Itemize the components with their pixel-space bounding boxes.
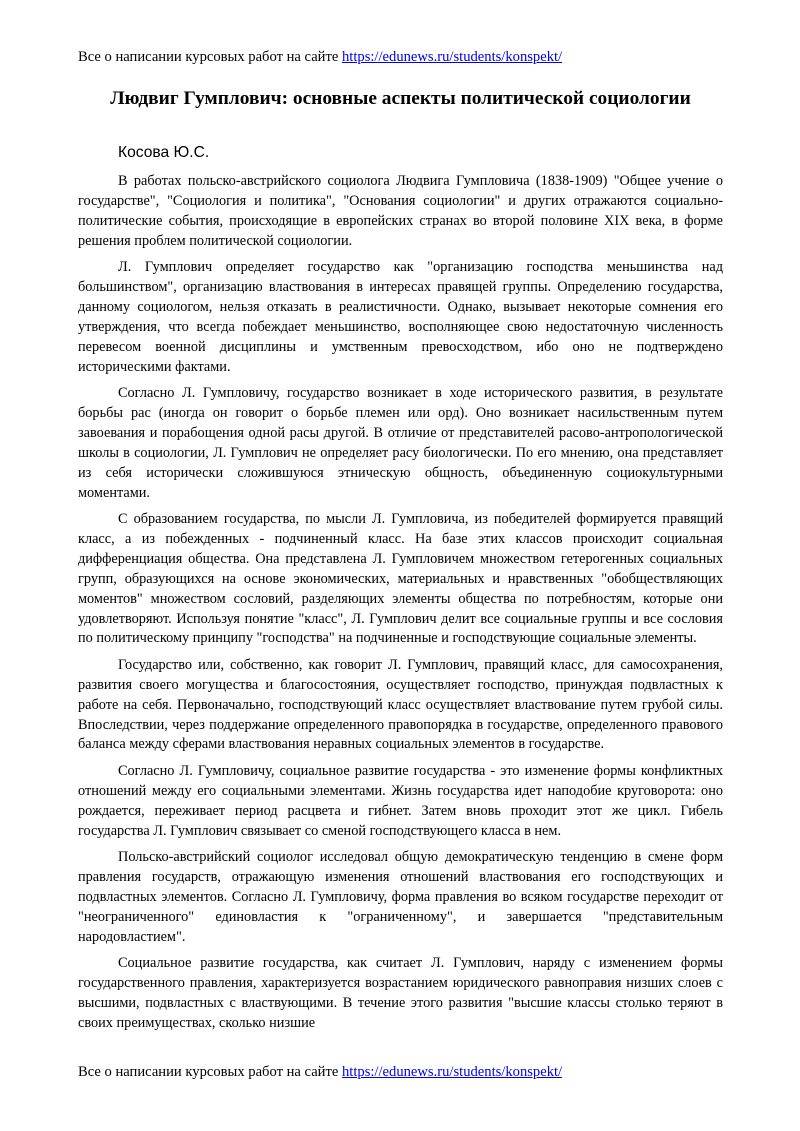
paragraph: С образованием государства, по мысли Л. Гумпловича, из победителей формируется правящий класс, а из побежденных - подчиненный класс. На базе этих классов происходит социальная дифференциация общества. Она представлена Л. Гумпловичем множеством гетерогенных социальных групп, образующихся на основе экономических, материальных и нравственных "обобществляющих моментов" множеством сословий, разделяющих элементы общества по потребностям, которые они удовлетворяют. Используя понятие "класс", Л. Гумплович делит все социальные группы и все сословия по политическому принципу "господства" на подчиненные и господствующие социальные элементы.	[78, 511, 723, 647]
paragraph: Согласно Л. Гумпловичу, социальное развитие государства - это изменение формы конфликтных отношений между его социальными элементами. Жизнь государства идет наподобие круговорота: оно рождается, переживает период расцвета и гибнет. Затем вновь проходит этот же цикл. Гибель государства Л. Гумплович связывает со сменой господствующего класса в нем.	[78, 762, 723, 839]
footer-text: Все о написании курсовых работ на сайте	[78, 1064, 342, 1080]
header-text: Все о написании курсовых работ на сайте	[78, 49, 342, 65]
footer-link[interactable]: https://edunews.ru/students/konspekt/	[342, 1064, 563, 1080]
paragraph: Польско-австрийский социолог исследовал общую демократическую тенденцию в смене форм правления государств, отражающую изменения отношений властвования его господствующих и подвластных элементов. Согласно Л. Гумпловичу, форма правления во всяком государстве переходит от "неограниченного" единовластия к "ограниченному", и завершается "представительным народовластием".	[78, 849, 723, 945]
paragraph: Согласно Л. Гумпловичу, государство возникает в ходе исторического развития, в результате борьбы рас (иногда он говорит о борьбе племен или орд). Оно возникает насильственным путем завоевания и порабощения одной расы другой. В отличие от представителей расово-антропологической школы в социологии, Л. Гумплович не определяет расу биологически. По его мнению, она представляет из себя исторически сложившуюся этническую общность, объединенную социокультурными моментами.	[78, 385, 723, 501]
paragraph: Государство или, собственно, как говорит Л. Гумплович, правящий класс, для самосохранения, развития своего могущества и благосостояния, осуществляет господство, принуждая подвластных к работе на себя. Первоначально, господствующий класс осуществляет властвование путем грубой силы. Впоследствии, через поддержание определенного правопорядка в государстве, определенного правового баланса между сферами властвования неравных социальных элементов в государстве.	[78, 656, 723, 753]
header-link[interactable]: https://edunews.ru/students/konspekt/	[342, 49, 563, 65]
paragraph: Социальное развитие государства, как считает Л. Гумплович, наряду с изменением формы государственного правления, характеризуется возрастанием юридического равноправия низших слоев с высшими, подвластных с властвующими. В течение этого развития "высшие классы столько теряют в своих преимуществах, сколько низшие	[78, 955, 723, 1031]
document-title: Людвиг Гумплович: основные аспекты политической социологии	[110, 88, 691, 109]
paragraph: В работах польско-австрийского социолога Людвига Гумпловича (1838-1909) "Общее учение о государстве", "Социология и политика", "Основания социологии" и других отражаются социально-политические события, происходящие в европейских странах во второй половине XIX века, в форме решения проблем политической социологии.	[78, 173, 723, 249]
document-author: Косова Ю.С.	[118, 144, 210, 161]
page-footer	[78, 1063, 728, 1081]
paragraph: Л. Гумплович определяет государство как "организацию господства меньшинства над большинством", организацию властвования в интересах правящей группы. Определению государства, данному социологом, нельзя отказать в реалистичности. Однако, вызывает некоторые сомнения его утверждения, что всегда побеждает меньшинство, восполняющее свою недостаточную численность перевесом военной дисциплины и умственным превосходством, ибо оно не подтверждено историческими фактами.	[78, 259, 723, 375]
document-body	[78, 172, 723, 1040]
page-header	[78, 48, 728, 66]
